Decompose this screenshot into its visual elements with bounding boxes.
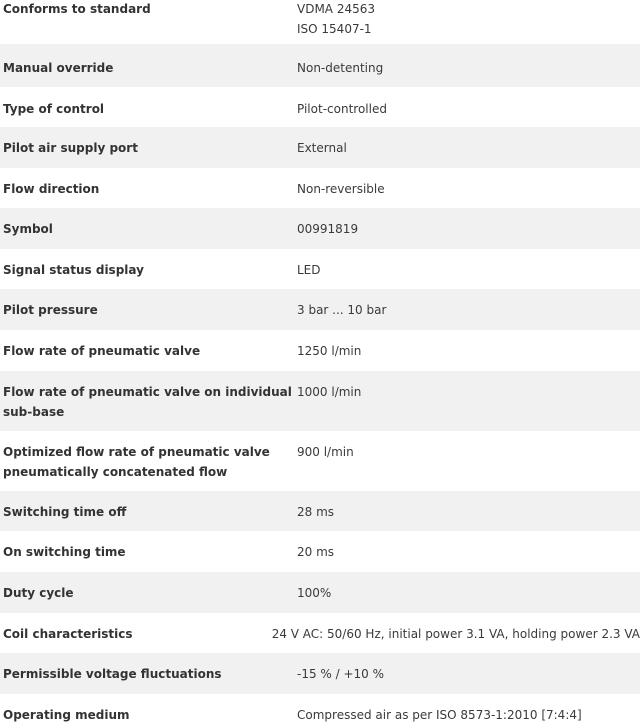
- spec-value-line: 3 bar ... 10 bar: [297, 303, 387, 317]
- spec-value-line: Non-detenting: [297, 61, 384, 75]
- spec-label: Pilot air supply port: [3, 141, 138, 155]
- table-row: [0, 168, 640, 208]
- spec-label: Type of control: [3, 102, 105, 116]
- spec-value: [295, 572, 640, 613]
- spec-label: On switching time: [3, 545, 126, 559]
- spec-label: Operating medium: [3, 708, 130, 722]
- spec-value: [295, 289, 640, 330]
- spec-label: Optimized flow rate of pneumatic valve pneumatically concatenated flow: [3, 445, 270, 479]
- spec-value-line: LED: [297, 263, 321, 277]
- spec-value: [295, 168, 640, 208]
- spec-value-line: 00991819: [297, 222, 359, 236]
- spec-value: [270, 613, 640, 653]
- spec-value: [295, 653, 640, 694]
- spec-value-line: 20 ms: [297, 545, 335, 559]
- spec-label: Flow direction: [3, 182, 100, 196]
- spec-label: Manual override: [3, 61, 114, 75]
- table-row: [0, 371, 640, 431]
- spec-value-line: External: [297, 141, 347, 155]
- spec-label: Switching time off: [3, 505, 127, 519]
- spec-value: [295, 694, 640, 724]
- spec-label: Duty cycle: [3, 586, 74, 600]
- spec-label: Flow rate of pneumatic valve on individual sub-base: [3, 385, 292, 419]
- table-row: [0, 531, 640, 572]
- spec-label: Conforms to standard: [3, 2, 151, 16]
- table-row: [0, 491, 640, 531]
- table-row: [0, 431, 640, 491]
- spec-label: Symbol: [3, 222, 53, 236]
- spec-value-line: 100%: [297, 586, 332, 600]
- spec-value-line: 1250 l/min: [297, 344, 362, 358]
- spec-value: [295, 491, 640, 531]
- spec-value: [295, 330, 640, 371]
- table-row: [0, 694, 640, 724]
- table-row: [0, 44, 640, 88]
- spec-value-line: ISO 15407-1: [297, 22, 372, 36]
- spec-value: [295, 371, 640, 431]
- table-row: [0, 0, 640, 44]
- spec-value-line: Compressed air as per ISO 8573-1:2010 [7:4:4]: [297, 708, 582, 722]
- spec-value-line: VDMA 24563: [297, 2, 375, 16]
- table-row: [0, 330, 640, 371]
- table-row: [0, 249, 640, 289]
- table-row: [0, 572, 640, 613]
- spec-value-line: 900 l/min: [297, 445, 354, 459]
- spec-label: Permissible voltage fluctuations: [3, 667, 222, 681]
- table-row: [0, 289, 640, 330]
- table-row: [0, 127, 640, 168]
- table-row: [0, 613, 640, 653]
- spec-value: [295, 431, 640, 491]
- spec-label: Signal status display: [3, 263, 144, 277]
- spec-value: [295, 208, 640, 249]
- spec-value: [295, 87, 640, 127]
- spec-value-line: 28 ms: [297, 505, 335, 519]
- spec-label: Coil characteristics: [3, 627, 133, 641]
- spec-label: Pilot pressure: [3, 303, 98, 317]
- spec-value: [295, 531, 640, 572]
- spec-value-line: Pilot-controlled: [297, 102, 387, 116]
- table-row: [0, 87, 640, 127]
- spec-value-line: 24 V AC: 50/60 Hz, initial power 3.1 VA, holding power 2.3 VA: [271, 627, 640, 641]
- table-row: [0, 208, 640, 249]
- spec-label: Flow rate of pneumatic valve: [3, 344, 201, 358]
- spec-value: [295, 127, 640, 168]
- spec-value-line: 1000 l/min: [297, 385, 362, 399]
- spec-value: [295, 44, 640, 88]
- table-row: [0, 653, 640, 694]
- spec-value-line: -15 % / +10 %: [297, 667, 385, 681]
- spec-value: [295, 0, 640, 44]
- spec-value: [295, 249, 640, 289]
- spec-value-line: Non-reversible: [297, 182, 385, 196]
